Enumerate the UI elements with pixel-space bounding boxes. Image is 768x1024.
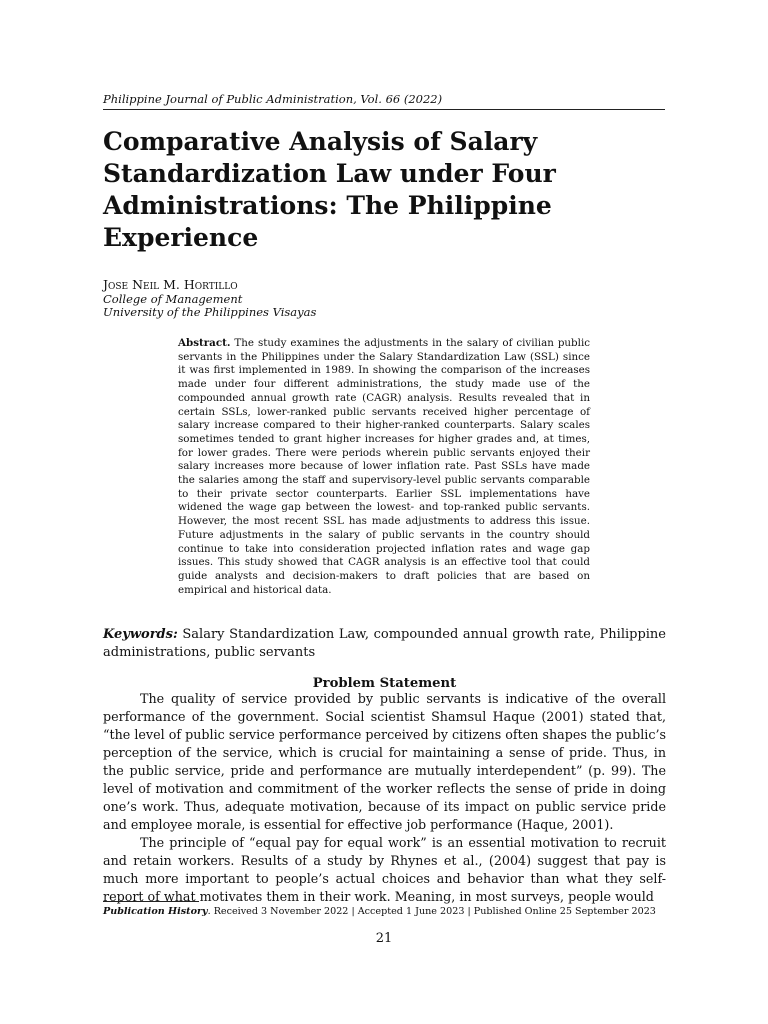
keywords-label: Keywords: xyxy=(103,627,178,642)
body-paragraph: The principle of “equal pay for equal work” is an essential motivation to recruit and retain workers. Results of a study by Rhynes et al., (2004) suggest that pay is much more important to people’s actual choices and behavior than what they self-report of what motivates them in their work. Meaning, in most surveys, people would xyxy=(103,835,666,904)
author-name: Jose Neil M. Hortillo xyxy=(103,277,238,292)
footnote-rule xyxy=(103,901,199,902)
running-head: Philippine Journal of Public Administration, Vol. 66 (2022) xyxy=(103,92,665,110)
section-heading: Problem Statement xyxy=(312,676,457,691)
body-text xyxy=(103,690,666,906)
keywords xyxy=(103,626,666,662)
article-title: Comparative Analysis of Salary Standardization Law under Four Administrations: The Philippine Experience xyxy=(103,127,556,252)
abstract-text: The study examines the adjustments in the salary of civilian public servants in the Philippines under the Salary Standardization Law (SSL) since it was first implemented in 1989. In showing the comparison of the increases made under four different administrations, the study made use of the compounded annual growth rate (CAGR) analysis. Results revealed that in certain SSLs, lower-ranked public servants received higher percentage of salary increase compared to their higher-ranked counterparts. Salary scales sometimes tended to grant higher increases for higher grades and, at times, for lower grades. There were periods wherein public servants enjoyed their salary increases more because of lower inflation rate. Past SSLs have made the salaries among the staff and supervisory-level public servants comparable to their private sector counterparts. Earlier SSL implementations have widened the wage gap between the lowest- and top-ranked public servants. However, the most recent SSL has made adjustments to address this issue. Future adjustments in the salary of public servants in the country should continue to take into consideration projected inflation rates and wage gap issues. This study showed that CAGR analysis is an effective tool that could guide analysts and decision-makers to draft policies that are based on empirical and historical data. xyxy=(178,337,591,596)
page-number: 21 xyxy=(375,931,393,946)
author-affiliation-college: College of Management xyxy=(103,291,243,306)
footnote-text: . Received 3 November 2022 | Accepted 1 June 2023 | Published Online 25 September 2023 xyxy=(207,906,656,917)
footnote-label: Publication History xyxy=(103,906,208,917)
abstract-label: Abstract. xyxy=(178,337,231,349)
publication-history-footnote xyxy=(103,906,673,917)
abstract xyxy=(178,337,590,597)
body-paragraph: The quality of service provided by public servants is indicative of the overall performance of the government. Social scientist Shamsul Haque (2001) stated that, “the level of public service performance perceived by citizens often shapes the public’s perception of the service, which is crucial for maintaining a sense of pride. Thus, in the public service, pride and performance are mutually interdependent” (p. 99). The level of motivation and commitment of the worker reflects the sense of pride in doing one’s work. Thus, adequate motivation, because of its impact on public service pride and employee morale, is essential for effective job performance (Haque, 2001). xyxy=(103,691,666,832)
author-block xyxy=(103,278,316,320)
keywords-text: Salary Standardization Law, compounded annual growth rate, Philippine administrations, public servants xyxy=(103,627,666,660)
author-affiliation-university: University of the Philippines Visayas xyxy=(103,305,317,319)
